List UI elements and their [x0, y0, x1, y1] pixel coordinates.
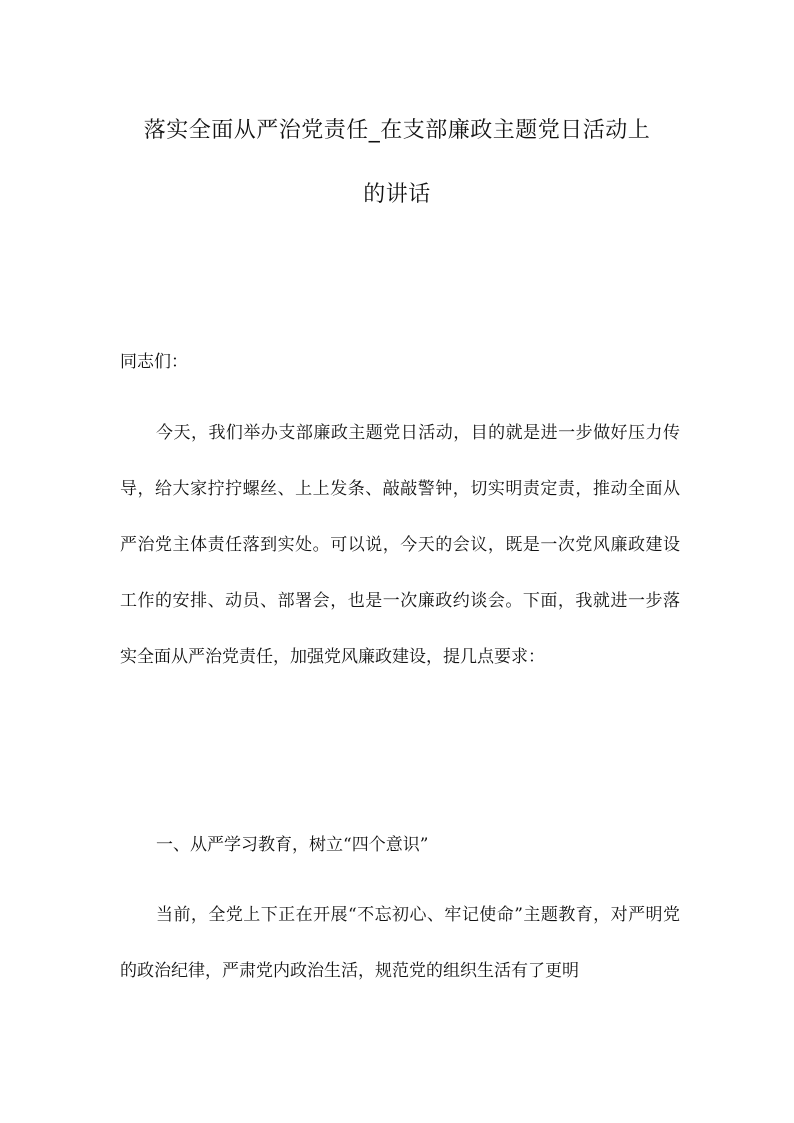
body-paragraph: 当前，全党上下正在开展“不忘初心、牢记使命”主题教育，对严明党的政治纪律，严肃党内政治生活，规范党的组织生活有了更明	[120, 905, 680, 981]
document-title-line-2: 的讲话	[363, 182, 431, 207]
body-paragraph: 今天，我们举办支部廉政主题党日活动，目的就是进一步做好压力传导，给大家拧拧螺丝、上上发条、敲敲警钟，切实明责定责，推动全面从严治党主体责任落到实处。可以说，今天的会议，既是一次党风廉政建设工作的安排、动员、部署会，也是一次廉政约谈会。下面，我就进一步落实全面从严治党责任，加强党风廉政建设，提几点要求：	[120, 423, 680, 667]
document-title-line-1: 落实全面从严治党责任_在支部廉政主题党日活动上	[143, 118, 651, 143]
section-heading: 一、从严学习教育，树立“四个意识”	[156, 835, 429, 855]
salutation: 同志们：	[120, 352, 188, 372]
